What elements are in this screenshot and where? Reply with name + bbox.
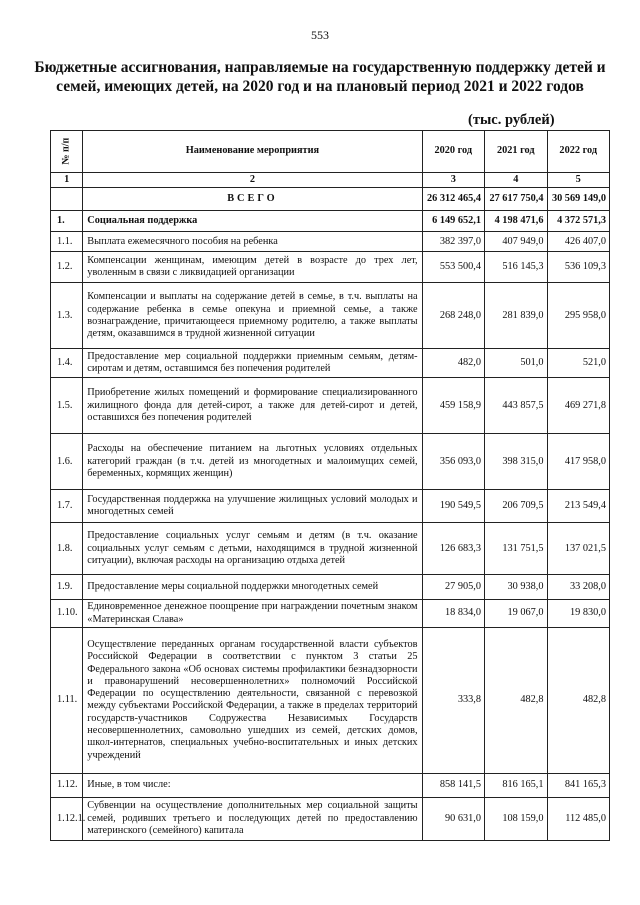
row-name: Приобретение жилых помещений и формирование специализированного жилищного фонда для детей-сирот, а также для детей-сирот и детей, оставшихся без попечения родителей: [83, 378, 422, 434]
row-2021: 482,8: [485, 627, 547, 773]
row-num: 1.12.: [51, 773, 83, 797]
total-row: [51, 188, 610, 211]
table-row: [51, 211, 610, 232]
header-name: Наименование мероприятия: [83, 131, 422, 173]
table-row: [51, 797, 610, 840]
row-num: 1.10.: [51, 600, 83, 628]
row-2022: 112 485,0: [547, 797, 610, 840]
row-2021: 398 315,0: [485, 434, 547, 490]
row-2022: 213 549,4: [547, 490, 610, 523]
row-2022: 33 208,0: [547, 575, 610, 600]
row-name: Компенсации и выплаты на содержание детей в семье, в т.ч. выплаты на содержание ребенка в семье опекуна и приемной семье, а также вознаграждение, причитающееся приемному родителю, а также выплаты детям, оказавшимся в трудной жизненной ситуации: [83, 283, 422, 349]
row-num: 1.8.: [51, 523, 83, 575]
row-2020: 356 093,0: [422, 434, 484, 490]
col-number: 3: [422, 173, 484, 188]
row-2021: 443 857,5: [485, 378, 547, 434]
row-2020: 6 149 652,1: [422, 211, 484, 232]
row-2021: 4 198 471,6: [485, 211, 547, 232]
row-name: Расходы на обеспечение питанием на льготных условиях отдельных категорий граждан (в т.ч. детей из многодетных и малоимущих семей, беременных, кормящих женщин): [83, 434, 422, 490]
table-row: [51, 773, 610, 797]
col-number: 1: [51, 173, 83, 188]
row-num: 1.4.: [51, 349, 83, 378]
table-row: [51, 283, 610, 349]
table-row: [51, 252, 610, 283]
row-name: Единовременное денежное поощрение при награждении почетным знаком «Материнская Слава»: [83, 600, 422, 628]
table-row: [51, 349, 610, 378]
header-2021: 2021 год: [485, 131, 547, 173]
table-row: [51, 523, 610, 575]
row-2021: 281 839,0: [485, 283, 547, 349]
table-row: [51, 232, 610, 252]
table-row: [51, 434, 610, 490]
row-2022: 521,0: [547, 349, 610, 378]
row-2022: 482,8: [547, 627, 610, 773]
row-num: 1.1.: [51, 232, 83, 252]
table-row: [51, 575, 610, 600]
row-name: Субвенции на осуществление дополнительных мер социальной защиты семей, родивших третьего и последующих детей по предоставлению материнского (семейного) капитала: [83, 797, 422, 840]
row-name: Предоставление меры социальной поддержки многодетных семей: [83, 575, 422, 600]
row-name: Компенсации женщинам, имеющим детей в возрасте до трех лет, уволенным в связи с ликвидацией организации: [83, 252, 422, 283]
row-2022: 19 830,0: [547, 600, 610, 628]
row-2022: 536 109,3: [547, 252, 610, 283]
row-2021: 816 165,1: [485, 773, 547, 797]
total-2021: 27 617 750,4: [485, 188, 547, 211]
row-num: 1.: [51, 211, 83, 232]
units-label: (тыс. рублей): [468, 112, 555, 128]
row-2022: 295 958,0: [547, 283, 610, 349]
row-name: Выплата ежемесячного пособия на ребенка: [83, 232, 422, 252]
row-2021: 19 067,0: [485, 600, 547, 628]
table-header-row: [51, 131, 610, 173]
column-numbers-row: [51, 173, 610, 188]
row-name: Осуществление переданных органам государственной власти субъектов Российской Федерации в соответствии с пунктом 3 статьи 25 Федерального закона «Об основах системы профилактики безнадзорности и правонарушений несовершеннолетних» полномочий Российской Федерации по осуществлению деятельности, связанной с перевозкой между субъектами Российской Федерации, а также в пределах территорий государств-участников Содружества Независимых Государств несовершеннолетних, самовольно ушедших из семей, детских домов, школ-интернатов, специальных учебно-воспитательных и иных детских учреждений: [83, 627, 422, 773]
total-label: ВСЕГО: [83, 188, 422, 211]
row-name: Иные, в том числе:: [83, 773, 422, 797]
row-name: Социальная поддержка: [83, 211, 422, 232]
row-2021: 30 938,0: [485, 575, 547, 600]
row-2020: 382 397,0: [422, 232, 484, 252]
total-2020: 26 312 465,4: [422, 188, 484, 211]
row-2020: 190 549,5: [422, 490, 484, 523]
row-2020: 333,8: [422, 627, 484, 773]
row-2021: 131 751,5: [485, 523, 547, 575]
table-row: [51, 600, 610, 628]
row-2020: 482,0: [422, 349, 484, 378]
row-2022: 137 021,5: [547, 523, 610, 575]
col-number: 2: [83, 173, 422, 188]
row-2021: 206 709,5: [485, 490, 547, 523]
row-2020: 126 683,3: [422, 523, 484, 575]
row-2021: 407 949,0: [485, 232, 547, 252]
page-number: 553: [311, 28, 329, 42]
table-row: [51, 627, 610, 773]
row-num: 1.3.: [51, 283, 83, 349]
header-2022: 2022 год: [547, 131, 610, 173]
row-num: 1.5.: [51, 378, 83, 434]
row-2020: 553 500,4: [422, 252, 484, 283]
row-2021: 108 159,0: [485, 797, 547, 840]
header-num: № п/п: [51, 131, 83, 173]
row-name: Предоставление социальных услуг семьям и детям (в т.ч. оказание социальных услуг семьям с детьми, находящимся в трудной жизненной ситуации), включая расходы на организацию отдыха детей: [83, 523, 422, 575]
row-num: 1.6.: [51, 434, 83, 490]
row-2020: 18 834,0: [422, 600, 484, 628]
col-number: 5: [547, 173, 610, 188]
row-num: 1.9.: [51, 575, 83, 600]
row-num: 1.11.: [51, 627, 83, 773]
row-2020: 268 248,0: [422, 283, 484, 349]
table-row: [51, 378, 610, 434]
row-num: 1.7.: [51, 490, 83, 523]
row-2022: 841 165,3: [547, 773, 610, 797]
row-2022: 417 958,0: [547, 434, 610, 490]
col-number: 4: [485, 173, 547, 188]
row-2021: 501,0: [485, 349, 547, 378]
row-num: 1.2.: [51, 252, 83, 283]
row-2020: 27 905,0: [422, 575, 484, 600]
row-2020: 90 631,0: [422, 797, 484, 840]
document-title: Бюджетные ассигнования, направляемые на государственную поддержку детей и семей, имеющих детей, на 2020 год и на плановый период 2021 и 2022 годов: [34, 59, 606, 95]
table-row: [51, 490, 610, 523]
row-2022: 469 271,8: [547, 378, 610, 434]
row-2022: 4 372 571,3: [547, 211, 610, 232]
row-name: Предоставление мер социальной поддержки приемным семьям, детям-сиротам и детям, оставшимся без попечения родителей: [83, 349, 422, 378]
row-2020: 459 158,9: [422, 378, 484, 434]
row-2020: 858 141,5: [422, 773, 484, 797]
budget-table: [50, 130, 610, 841]
row-name: Государственная поддержка на улучшение жилищных условий молодых и многодетных семей: [83, 490, 422, 523]
row-2022: 426 407,0: [547, 232, 610, 252]
row-num: 1.12.1.: [51, 797, 83, 840]
row-2021: 516 145,3: [485, 252, 547, 283]
total-2022: 30 569 149,0: [547, 188, 610, 211]
header-2020: 2020 год: [422, 131, 484, 173]
